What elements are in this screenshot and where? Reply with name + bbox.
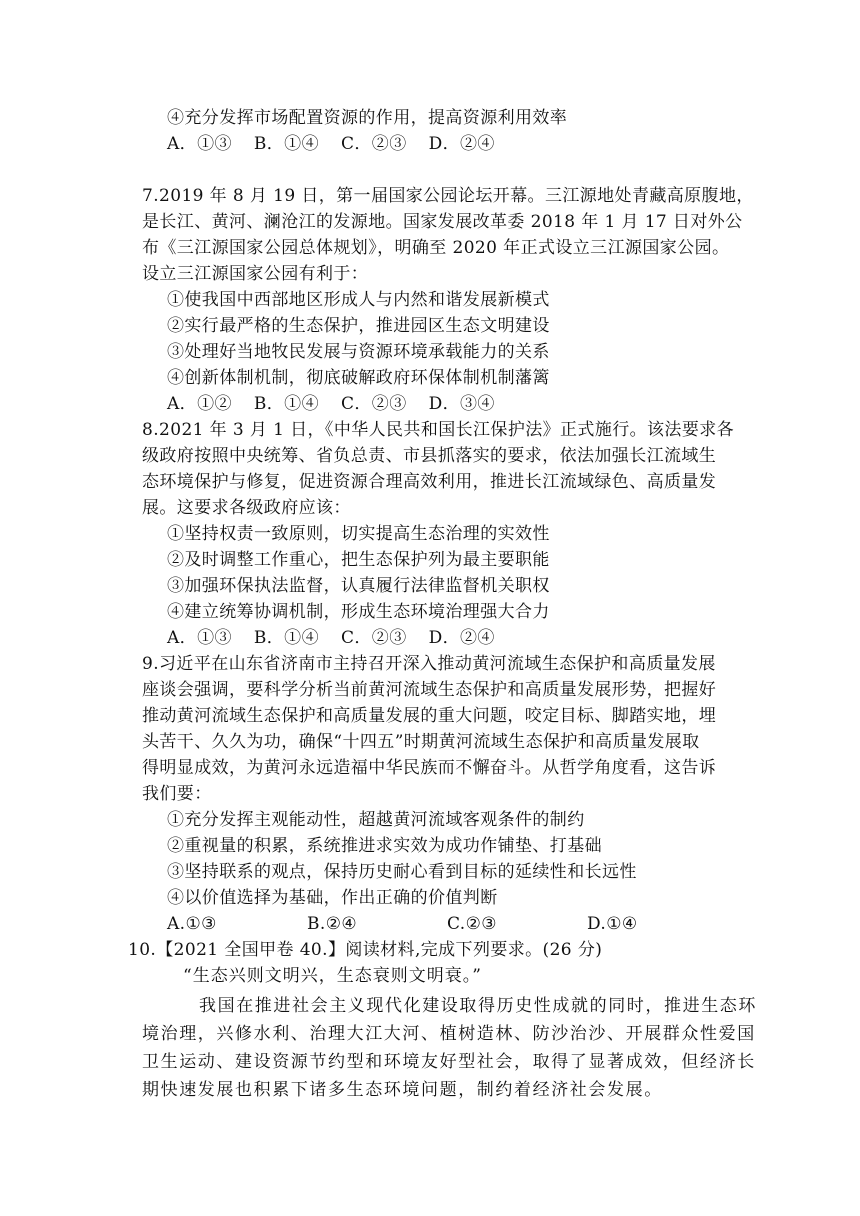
q6-option-b[interactable]: B．①④	[253, 134, 319, 154]
q7-item-3: ③处理好当地牧民发展与资源环境承载能力的关系	[167, 342, 550, 362]
q9-option-a[interactable]: A.①③	[167, 914, 217, 934]
q6-option-d[interactable]: D．②④	[428, 134, 495, 154]
q7-stem-line-3: 布《三江源国家公园总体规划》，明确至 2020 年正式设立三江源国家公园。	[142, 238, 730, 258]
q9-item-1: ①充分发挥主观能动性，超越黄河流域客观条件的制约	[167, 810, 585, 830]
q8-item-2: ②及时调整工作重心，把生态保护列为最主要职能	[167, 550, 550, 570]
q8-item-4: ④建立统筹协调机制，形成生态环境治理强大合力	[167, 602, 550, 622]
q10-material-line-1: 我国在推进社会主义现代化建设取得历史性成就的同时，推进生态环	[199, 996, 757, 1016]
q9-stem-line-2: 座谈会强调，要科学分析当前黄河流域生态保护和高质量发展形势，把握好	[142, 680, 717, 700]
q9-options	[167, 911, 727, 937]
q9-item-2: ②重视量的积累，系统推进求实效为成功作铺垫、打基础	[167, 836, 602, 856]
q6-options	[167, 131, 495, 157]
q8-stem-line-2: 级政府按照中央统筹、省负总责、市县抓落实的要求，依法加强长江流域生	[142, 446, 717, 466]
q6-option-c[interactable]: C．②③	[340, 134, 407, 154]
q9-stem-line-3: 推动黄河流域生态保护和高质量发展的重大问题，咬定目标、脚踏实地，埋	[142, 706, 717, 726]
q7-option-b[interactable]: B．①④	[253, 394, 319, 414]
q10-material-line-2: 境治理，兴修水利、治理大江大河、植树造林、防沙治沙、开展群众性爱国	[142, 1024, 756, 1044]
q9-option-d[interactable]: D.①④	[587, 914, 638, 934]
q7-item-1: ①使我国中西部地区形成人与内然和谐发展新模式	[167, 290, 550, 310]
q8-option-c[interactable]: C．②③	[340, 628, 407, 648]
q8-stem-line-1: 8.2021 年 3 月 1 日，《中华人民共和国长江保护法》正式施行。该法要求各	[142, 420, 735, 440]
q7-item-4: ④创新体制机制，彻底破解政府环保体制机制藩篱	[167, 368, 550, 388]
q7-stem-line-4: 设立三江源国家公园有利于：	[142, 264, 369, 284]
q7-option-c[interactable]: C．②③	[340, 394, 407, 414]
q9-option-b[interactable]: B.②④	[307, 914, 357, 934]
q9-stem-line-5: 得明显成效，为黄河永远造福中华民族而不懈奋斗。从哲学角度看，这告诉	[142, 758, 717, 778]
q7-option-a[interactable]: A．①②	[167, 394, 232, 414]
q6-option-a[interactable]: A．①③	[167, 134, 232, 154]
q9-stem-line-6: 我们要：	[142, 784, 212, 804]
q9-stem-line-1: 9.习近平在山东省济南市主持召开深入推动黄河流域生态保护和高质量发展	[142, 654, 716, 674]
q10-material-line-3: 卫生运动、建设资源节约型和环境友好型社会，取得了显著成效，但经济长	[142, 1052, 756, 1072]
q8-option-d[interactable]: D．②④	[428, 628, 495, 648]
q8-option-b[interactable]: B．①④	[253, 628, 319, 648]
q7-option-d[interactable]: D．③④	[428, 394, 495, 414]
q10-quote: “生态兴则文明兴，生态衰则文明衰。”	[183, 966, 482, 986]
q8-option-a[interactable]: A．①③	[167, 628, 232, 648]
q7-stem-line-2: 是长江、黄河、澜沧江的发源地。国家发展改革委 2018 年 1 月 17 日对外公	[142, 212, 743, 232]
q8-stem-line-3: 态环境保护与修复，促进资源合理高效利用，推进长江流域绿色、高质量发	[142, 472, 717, 492]
q10-heading: 10.【2021 全国甲卷 40.】阅读材料,完成下列要求。(26 分)	[128, 940, 603, 960]
q8-stem-line-4: 展。这要求各级政府应该：	[142, 498, 351, 518]
q10-material-line-4: 期快速发展也积累下诸多生态环境问题，制约着经济社会发展。	[142, 1080, 663, 1100]
q7-options	[167, 391, 495, 417]
q6-item-4: ④充分发挥市场配置资源的作用，提高资源利用效率	[167, 108, 568, 128]
q9-item-3: ③坚持联系的观点，保持历史耐心看到目标的延续性和长远性	[167, 862, 637, 882]
q7-stem-line-1: 7.2019 年 8 月 19 日，第一届国家公园论坛开幕。三江源地处青藏高原腹地，	[142, 186, 754, 206]
q8-item-3: ③加强环保执法监督，认真履行法律监督机关职权	[167, 576, 550, 596]
q8-options	[167, 625, 495, 651]
q9-option-c[interactable]: C.②③	[447, 914, 497, 934]
q9-stem-line-4: 头苦干、久久为功，确保“十四五”时期黄河流域生态保护和高质量发展取	[142, 732, 700, 752]
q7-item-2: ②实行最严格的生态保护，推进园区生态文明建设	[167, 316, 550, 336]
q9-item-4: ④以价值选择为基础，作出正确的价值判断	[167, 888, 498, 908]
q8-item-1: ①坚持权责一致原则，切实提高生态治理的实效性	[167, 524, 550, 544]
